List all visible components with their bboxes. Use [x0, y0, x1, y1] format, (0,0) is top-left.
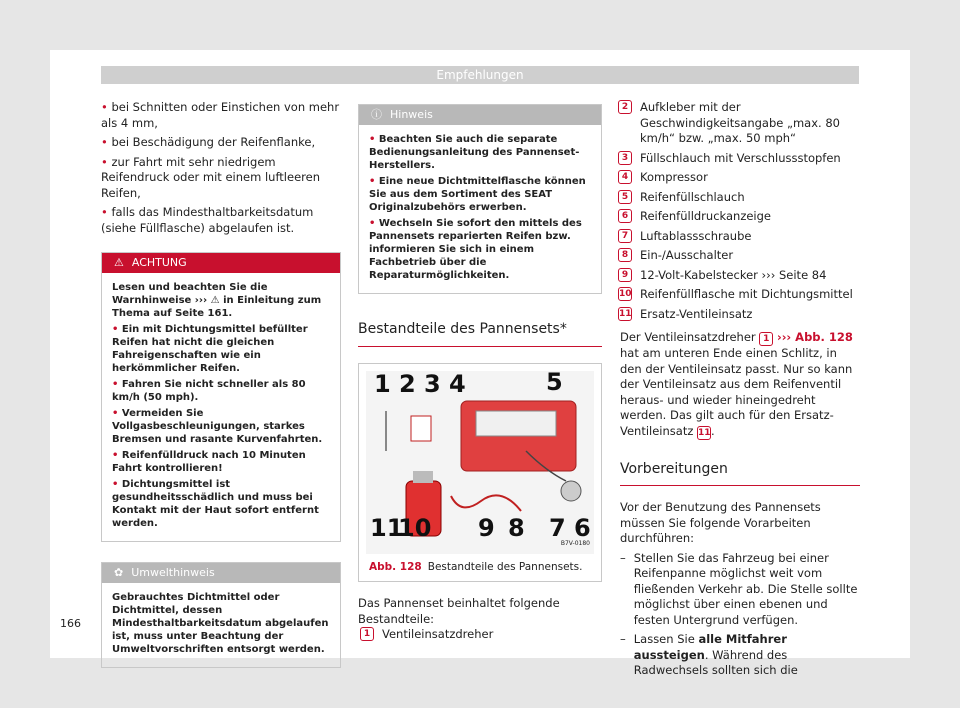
section-title-vorbereitungen: Vorbereitungen — [620, 462, 860, 487]
pannenset-illustration — [366, 367, 594, 554]
achtung-header: ⚠ ACHTUNG — [102, 253, 340, 273]
figure-label: 8 — [508, 513, 525, 542]
hinweis-header: ⓘ Hinweis — [359, 105, 601, 125]
column-middle — [358, 100, 602, 647]
list-item: 3 Füllschlauch mit Verschlussstopfen — [638, 151, 860, 167]
figure-label: 11 — [370, 513, 404, 542]
list-item: 10 Reifenfüllflasche mit Dichtungsmittel — [619, 287, 853, 301]
environment-icon: ✿ — [114, 566, 124, 579]
list-item: • bei Beschädigung der Reifenflanke, — [101, 135, 316, 149]
figure-label: 7 — [549, 513, 566, 542]
figure-code: B7V-0180 — [560, 540, 590, 547]
info-icon: ⓘ — [371, 108, 382, 121]
achtung-box — [101, 252, 341, 542]
umwelt-header: ✿ Umwelthinweis — [102, 563, 340, 583]
list-item: • falls das Mindesthaltbarkeitsdatum (siehe Füllflasche) abgelaufen ist. — [101, 205, 314, 235]
figure-label: 1 — [374, 369, 391, 398]
column-left — [101, 100, 341, 668]
list-item: 8 Ein-/Ausschalter — [638, 248, 860, 264]
list-item: 4 Kompressor — [638, 170, 860, 186]
components-intro: Das Pannenset beinhaltet folgende Bestandteile: — [358, 596, 560, 626]
list-item: • zur Fahrt mit sehr niedrigem Reifendruck oder mit einem luftleeren Reifen, — [101, 154, 320, 200]
list-item: 9 12-Volt-Kabelstecker ››› Seite 84 — [638, 268, 860, 284]
list-item: 1 Ventileinsatzdreher — [380, 627, 602, 643]
list-item: • bei Schnitten oder Einstichen von mehr als 4 mm, — [101, 100, 340, 130]
warning-icon: ⚠ — [114, 256, 124, 269]
umwelt-body: Gebrauchtes Dichtmittel oder Dichtmittel, dessen Mindesthaltbarkeitsdatum abgelaufen ist, muss unter Beachtung der Umweltvorschriften entsorgt werden. — [112, 592, 329, 655]
figure-label: 4 — [449, 369, 466, 398]
umwelt-box — [101, 562, 341, 668]
list-item: 7 Luftablassschraube — [638, 229, 860, 245]
figure-label: 10 — [398, 513, 432, 542]
page-number: 166 — [60, 617, 81, 630]
figure-label: 9 — [478, 513, 495, 542]
list-item: 2 Aufkleber mit der Geschwindigkeitsangabe „max. 80 km/h“ bzw. „max. 50 mph“ — [638, 100, 860, 147]
figure-label: 2 — [399, 369, 416, 398]
figure-link[interactable]: ››› Abb. 128 — [776, 330, 853, 344]
list-item: 11 Ersatz-Ventileinsatz — [619, 306, 753, 321]
section-title-bestandteile: Bestandteile des Pannensets* — [358, 322, 602, 347]
hinweis-box — [358, 104, 602, 294]
figure-label: 3 — [424, 369, 441, 398]
hinweis-body: • Beachten Sie auch die separate Bedienungsanleitung des Pannenset-Herstellers. • Eine neue Dichtmittelflasche können Sie aus dem Sortiment des SEAT Originalzubehörs erwerben. • Wechseln Sie sofort den mittels des Pannensets reparierten Reifen bzw. informieren Sie sich in einem Fachbetrieb über die Reparaturmöglichkeiten. — [369, 134, 586, 281]
list-item: – Stellen Sie das Fahrzeug bei einer Reifenpanne möglichst weit vom fließenden Verkehr ab. Die Stelle sollte möglichst über einen ebenen und festen Untergrund verfügen. — [620, 550, 858, 627]
list-item: 5 Reifenfüllschlauch — [638, 190, 860, 206]
figure-label: 6 — [574, 513, 591, 542]
header-title: Empfehlungen — [436, 68, 524, 82]
prep-intro: Vor der Benutzung des Pannensets müssen Sie folgende Vorarbeiten durchführen: — [620, 500, 821, 545]
valve-paragraph: Der Ventileinsatzdreher 1 ››› Abb. 128 hat am unteren Ende einen Schlitz, in den der Ventileinsatz passt. Nur so kann der Ventileinsatz aus dem Reifenventil heraus- und wieder hineingedreht werden. Das gilt auch für den Ersatz-Ventileinsatz 11. — [620, 330, 853, 438]
figure-caption: Abb. 128 Bestandteile des Pannensets. — [369, 560, 583, 573]
achtung-body: Lesen und beachten Sie die Warnhinweise ››› ⚠ in Einleitung zum Thema auf Seite 161. • Ein mit Dichtungsmittel befüllter Reifen hat nicht die gleichen Fahreigenschaften wie ein herkömmlicher Reifen. • Fahren Sie nicht schneller als 80 km/h (50 mph). • Vermeiden Sie Vollgasbeschleunigungen, starkes Bremsen und rasante Kurvenfahrten. • Reifenfülldruck nach 10 Minuten Fahrt kontrollieren! • Dichtungsmittel ist gesundheitsschädlich und muss bei Kontakt mit der Haut sofort entfernt werden. — [112, 282, 323, 529]
components-list — [619, 100, 860, 322]
column-right — [620, 100, 860, 683]
list-item: 6 Reifenfülldruckanzeige — [638, 209, 860, 225]
list-item: – Lassen Sie alle Mitfahrer aussteigen. Während des Radwechsels sollten sich die — [620, 632, 798, 677]
figure-128 — [358, 363, 602, 583]
figure-label: 5 — [546, 367, 563, 396]
